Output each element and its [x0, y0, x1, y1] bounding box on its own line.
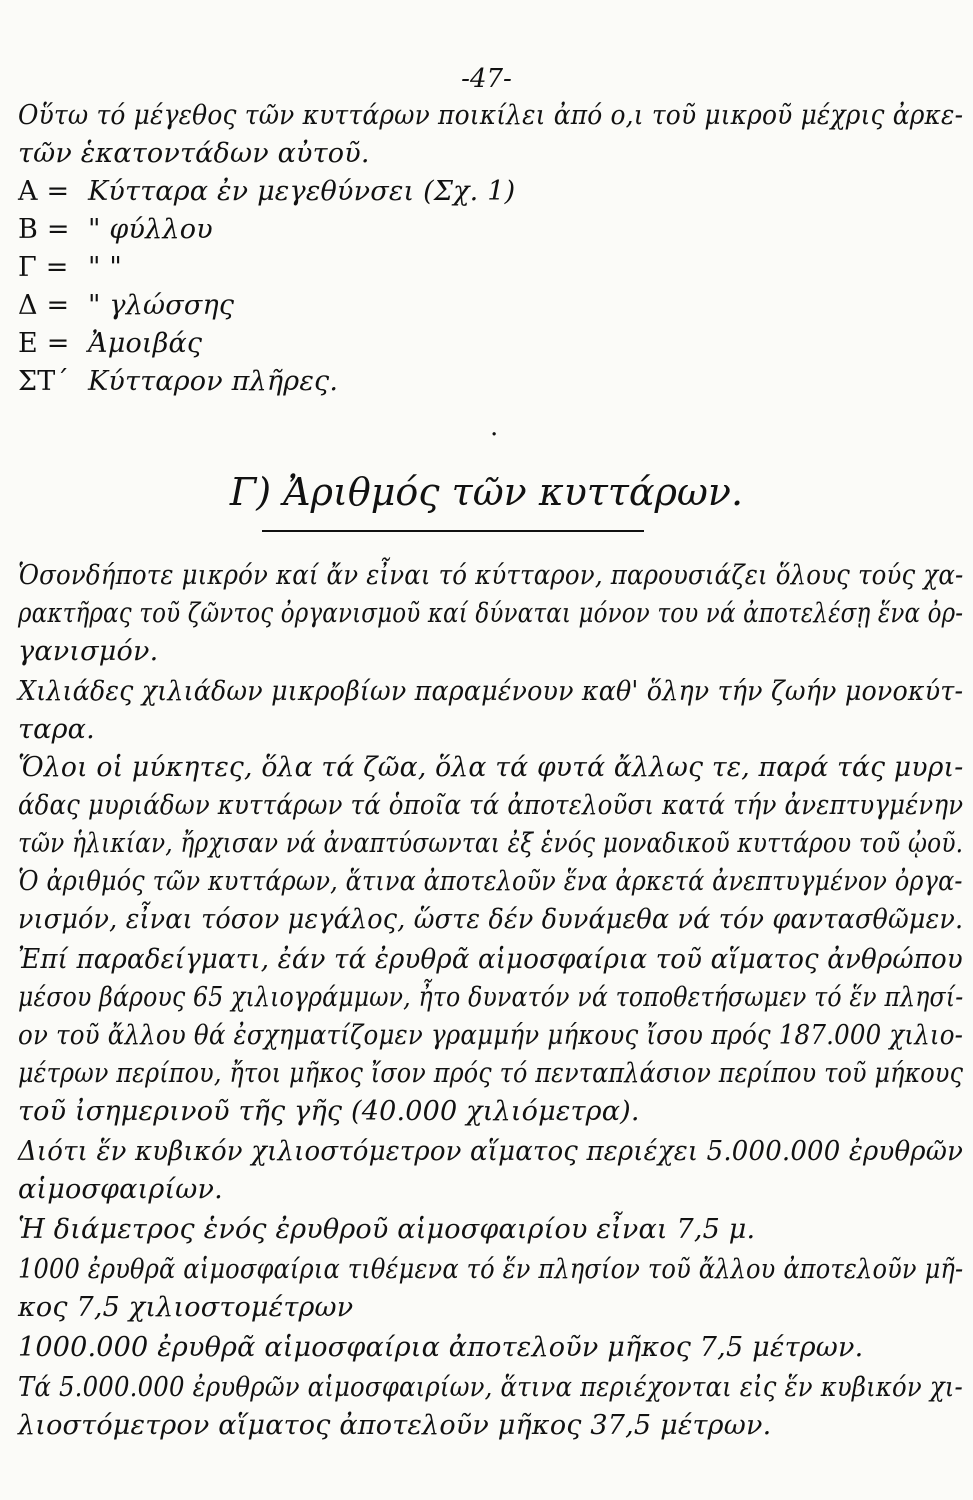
body-line: Ὅλοι οἱ μύκητες, ὅλα τά ζῶα, ὅλα τά φυτά ἄλλως τε, παρά τάς μυρι-: [18, 752, 964, 783]
section-heading: Γ) Ἀριθμός τῶν κυττάρων.: [229, 470, 744, 514]
body-line: τοῦ ἰσημερινοῦ τῆς γῆς (40.000 χιλιόμετρα).: [18, 1096, 640, 1127]
legend-item-d: [18, 290, 234, 321]
legend-value: Ἀμοιβάς: [88, 328, 203, 359]
legend-value: " ": [88, 252, 123, 283]
heading-underline: [262, 530, 644, 532]
page-number: -47-: [461, 64, 512, 94]
body-line: γανισμόν.: [18, 636, 159, 667]
body-line: Ἡ διάμετρος ἑνός ἐρυθροῦ αἱμοσφαιρίου εἶναι 7,5 μ.: [18, 1214, 756, 1245]
body-line: αἱμοσφαιρίων.: [18, 1174, 223, 1205]
legend-key: Β =: [18, 214, 70, 245]
legend-key: Γ =: [18, 252, 69, 283]
legend-item-e: [18, 328, 202, 359]
body-line: Χιλιάδες χιλιάδων μικροβίων παραμένουν καθ' ὅλην τήν ζωήν μονοκύτ-: [18, 676, 964, 707]
legend-item-b: [18, 214, 213, 245]
body-line: άδας μυριάδων κυττάρων τά ὁποῖα τά ἀποτελοῦσι κατά τήν ἀνεπτυγμένην: [18, 790, 964, 821]
legend-item-st: [18, 366, 338, 397]
body-line: μέτρων περίπου, ἤτοι μῆκος ἴσον πρός τό πενταπλάσιον περίπου τοῦ μήκους: [18, 1058, 964, 1089]
stray-dot: .: [490, 412, 499, 442]
body-line: 1000 ἐρυθρᾶ αἱμοσφαίρια τιθέμενα τό ἕν πλησίον τοῦ ἄλλου ἀποτελοῦν μῆ-: [18, 1254, 964, 1285]
intro-line: τῶν ἑκατοντάδων αὐτοῦ.: [18, 138, 370, 169]
legend-key: Δ =: [18, 290, 70, 321]
legend-value: " γλώσσης: [88, 290, 235, 321]
body-line: ταρα.: [18, 714, 95, 745]
body-line: Ὁ ἀριθμός τῶν κυττάρων, ἅτινα ἀποτελοῦν ἕνα ἀρκετά ἀνεπτυγμένον ὀργα-: [18, 866, 963, 897]
legend-value: Κύτταρα ἐν μεγεθύνσει (Σχ. 1): [88, 176, 516, 207]
body-line: Ἐπί παραδείγματι, ἐάν τά ἐρυθρᾶ αἱμοσφαίρια τοῦ αἵματος ἀνθρώπου: [18, 944, 963, 975]
body-line: Τά 5.000.000 ἐρυθρῶν αἱμοσφαιρίων, ἅτινα περιέχονται εἰς ἕν κυβικόν χι-: [18, 1372, 963, 1403]
legend-key: Α =: [18, 176, 70, 207]
legend-key: Ε =: [18, 328, 70, 359]
intro-line: Οὕτω τό μέγεθος τῶν κυττάρων ποικίλει ἀπό ο,ι τοῦ μικροῦ μέχρις ἀρκε-: [18, 100, 964, 131]
body-line: ρακτῆρας τοῦ ζῶντος ὀργανισμοῦ καί δύναται μόνον του νά ἀποτελέσῃ ἕνα ὀρ-: [18, 598, 964, 629]
body-line: 1000.000 ἐρυθρᾶ αἱμοσφαίρια ἀποτελοῦν μῆκος 7,5 μέτρων.: [18, 1332, 864, 1363]
legend-item-c: [18, 252, 122, 283]
body-line: μέσου βάρους 65 χιλιογράμμων, ἦτο δυνατόν νά τοποθετήσωμεν τό ἕν πλησί-: [18, 982, 964, 1013]
body-line: τῶν ἡλικίαν, ἤρχισαν νά ἀναπτύσωνται ἐξ ἑνός μοναδικοῦ κυττάρου τοῦ ᾠοῦ.: [18, 828, 964, 859]
body-line: λιοστόμετρον αἵματος ἀποτελοῦν μῆκος 37,5 μέτρων.: [18, 1410, 772, 1441]
legend-value: Κύτταρον πλῆρες.: [88, 366, 339, 397]
body-line: Ὁσονδήποτε μικρόν καί ἄν εἶναι τό κύτταρον, παρουσιάζει ὅλους τούς χα-: [18, 560, 964, 591]
legend-key: ΣΤ΄: [18, 366, 70, 397]
legend-item-a: [18, 176, 515, 207]
body-line: νισμόν, εἶναι τόσον μεγάλος, ὥστε δέν δυνάμεθα νά τόν φαντασθῶμεν.: [18, 904, 964, 935]
body-line: Διότι ἕν κυβικόν χιλιοστόμετρον αἵματος περιέχει 5.000.000 ἐρυθρῶν: [18, 1136, 964, 1167]
body-line: κος 7,5 χιλιοστομέτρων: [18, 1292, 354, 1323]
legend-value: " φύλλου: [88, 214, 213, 245]
body-line: ον τοῦ ἄλλου θά ἐσχηματίζομεν γραμμήν μήκους ἴσου πρός 187.000 χιλιο-: [18, 1020, 964, 1051]
